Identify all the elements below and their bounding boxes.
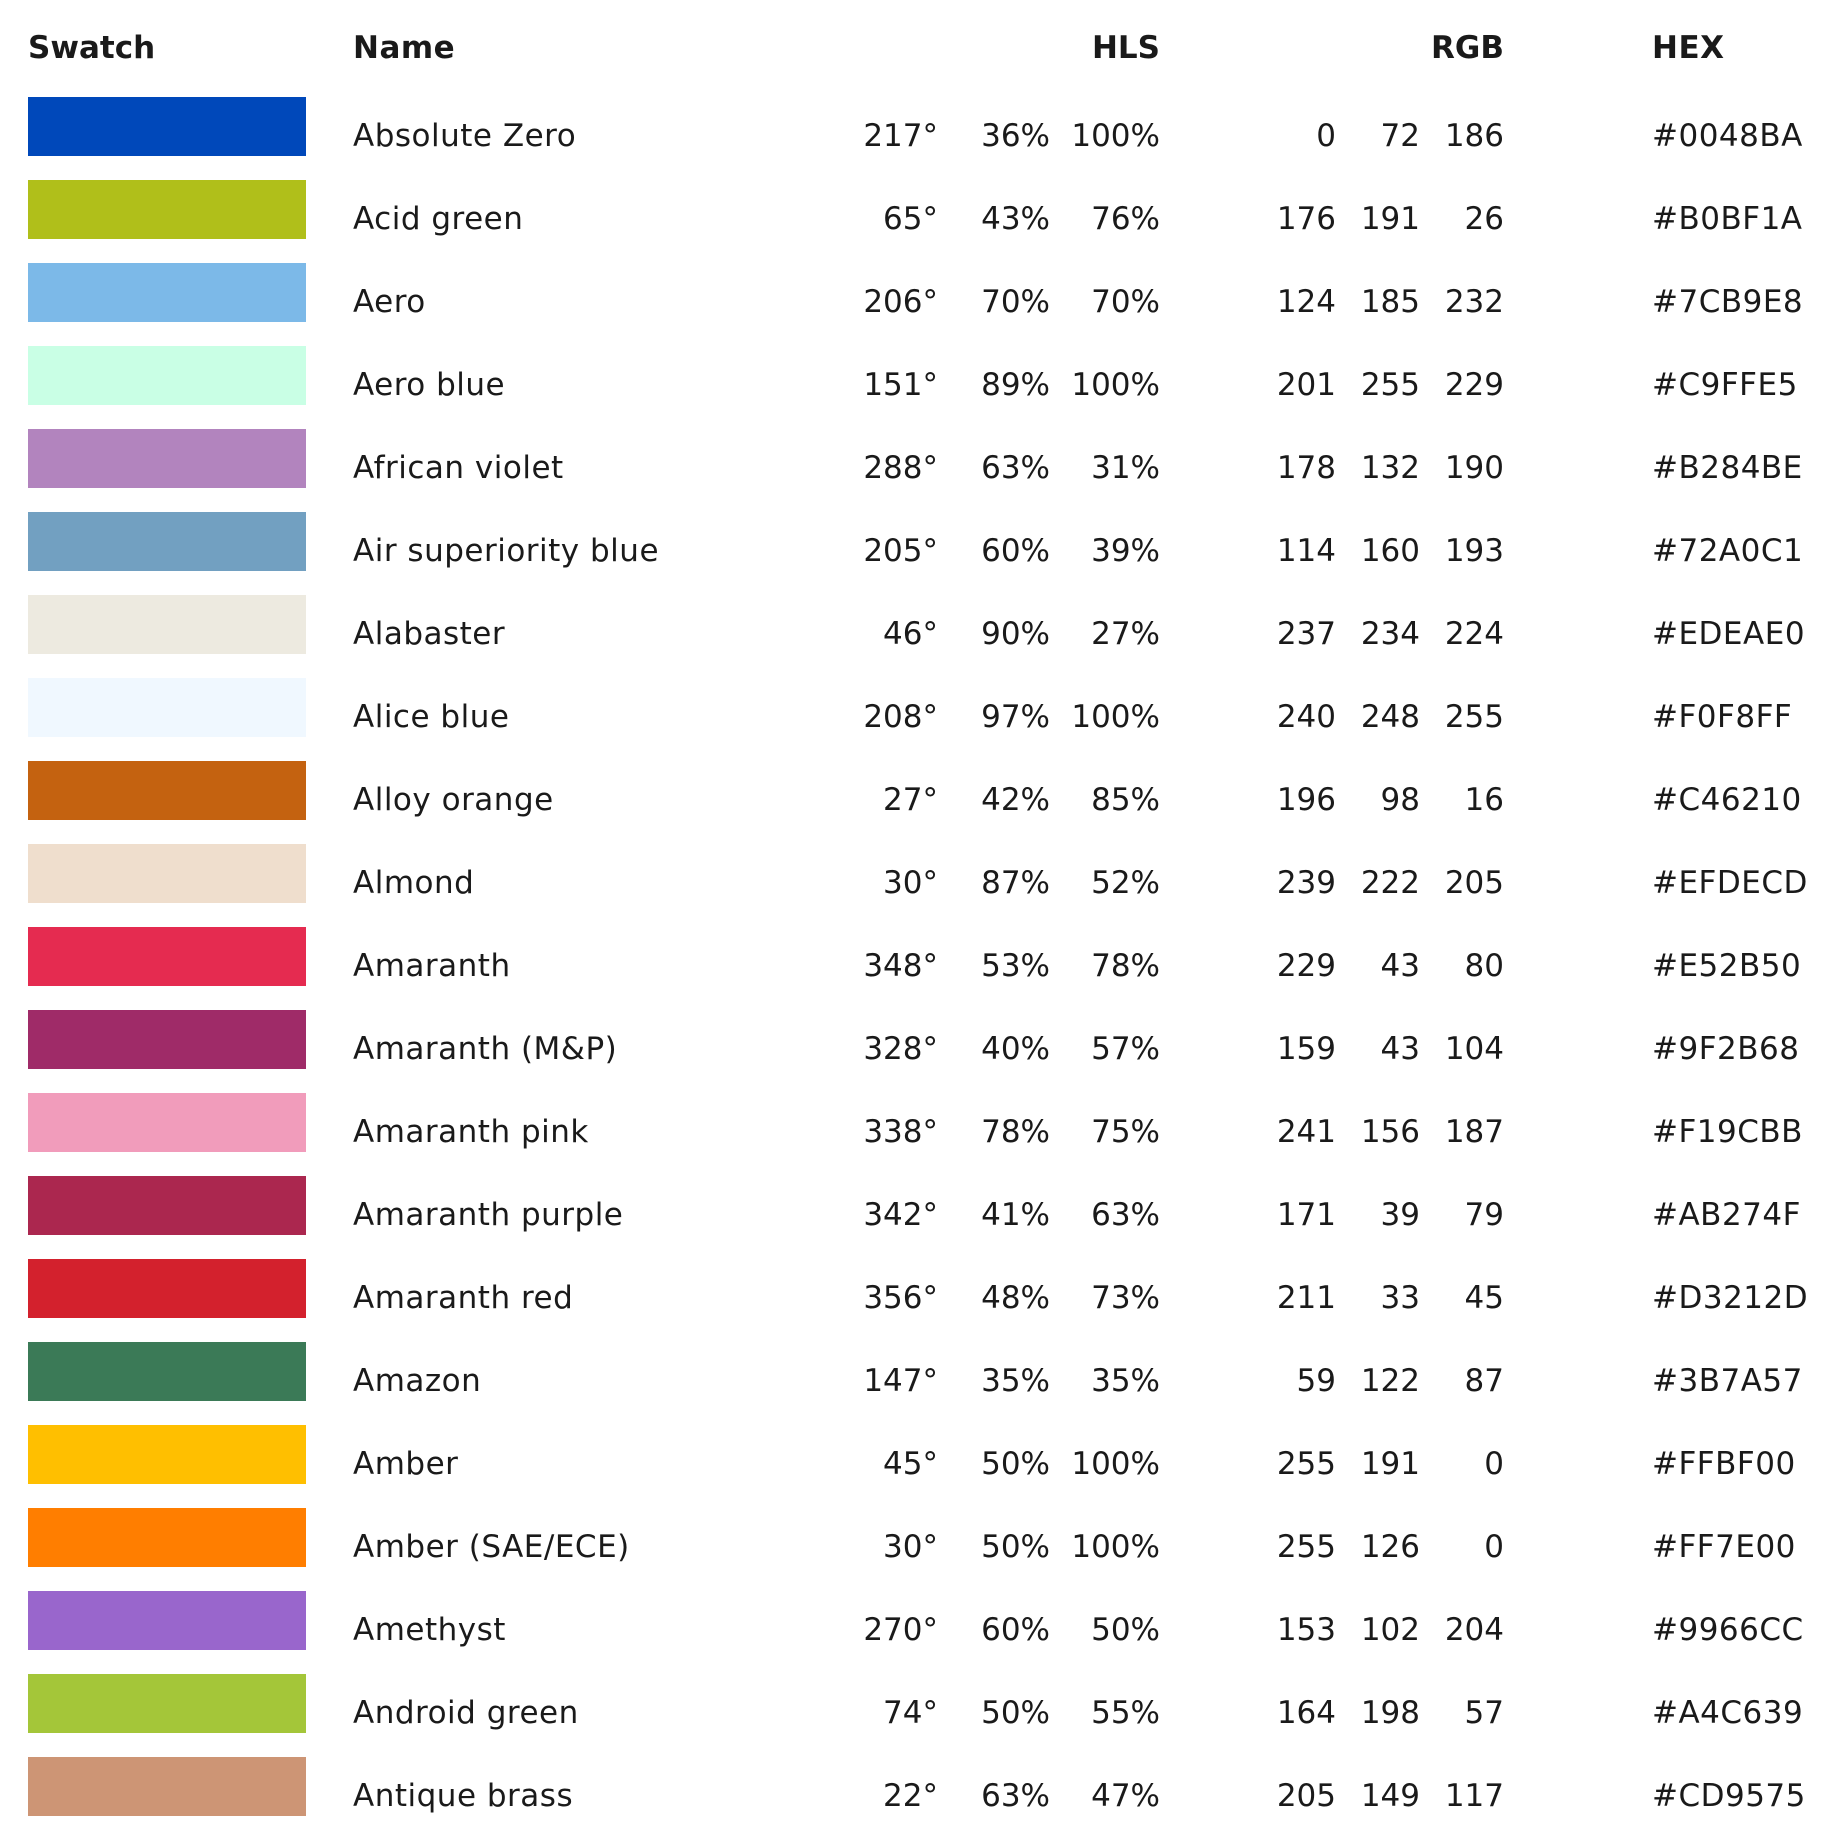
table-row <box>0 841 1824 924</box>
saturation-value: 78% <box>1091 948 1160 984</box>
table-row <box>0 1505 1824 1588</box>
color-swatch <box>28 1342 306 1401</box>
saturation-value: 52% <box>1091 865 1160 901</box>
color-swatch <box>28 512 306 571</box>
saturation-value: 35% <box>1091 1363 1160 1399</box>
hue-value: 348° <box>863 948 938 984</box>
table-row <box>0 592 1824 675</box>
header-hex: HEX <box>1652 30 1725 66</box>
red-value: 255 <box>1276 1446 1336 1482</box>
lightness-value: 89% <box>981 367 1050 403</box>
hex-value: #E52B50 <box>1652 948 1802 984</box>
green-value: 191 <box>1360 1446 1420 1482</box>
blue-value: 80 <box>1464 948 1504 984</box>
saturation-value: 100% <box>1071 118 1160 154</box>
green-value: 160 <box>1360 533 1420 569</box>
table-row <box>0 426 1824 509</box>
lightness-value: 87% <box>981 865 1050 901</box>
saturation-value: 63% <box>1091 1197 1160 1233</box>
green-value: 126 <box>1360 1529 1420 1565</box>
blue-value: 224 <box>1444 616 1504 652</box>
lightness-value: 40% <box>981 1031 1050 1067</box>
red-value: 124 <box>1276 284 1336 320</box>
color-swatch <box>28 1093 306 1152</box>
color-swatch <box>28 1259 306 1318</box>
hex-value: #A4C639 <box>1652 1695 1804 1731</box>
color-name: Amaranth red <box>353 1280 574 1316</box>
blue-value: 26 <box>1464 201 1504 237</box>
hue-value: 65° <box>883 201 938 237</box>
hex-value: #D3212D <box>1652 1280 1809 1316</box>
blue-value: 16 <box>1464 782 1504 818</box>
saturation-value: 100% <box>1071 1529 1160 1565</box>
red-value: 178 <box>1276 450 1336 486</box>
hue-value: 46° <box>883 616 938 652</box>
green-value: 98 <box>1380 782 1420 818</box>
color-name: Amaranth <box>353 948 511 984</box>
hex-value: #3B7A57 <box>1652 1363 1803 1399</box>
color-name: Acid green <box>353 201 524 237</box>
color-name: Amethyst <box>353 1612 506 1648</box>
lightness-value: 53% <box>981 948 1050 984</box>
table-row <box>0 1671 1824 1754</box>
table-row <box>0 177 1824 260</box>
red-value: 229 <box>1276 948 1336 984</box>
lightness-value: 60% <box>981 533 1050 569</box>
color-name: Air superiority blue <box>353 533 660 569</box>
red-value: 201 <box>1276 367 1336 403</box>
color-name: Alice blue <box>353 699 510 735</box>
lightness-value: 35% <box>981 1363 1050 1399</box>
color-name: Amaranth purple <box>353 1197 624 1233</box>
color-name: Android green <box>353 1695 579 1731</box>
blue-value: 104 <box>1444 1031 1504 1067</box>
color-swatch <box>28 1176 306 1235</box>
hue-value: 30° <box>883 865 938 901</box>
hex-value: #FFBF00 <box>1652 1446 1796 1482</box>
hue-value: 342° <box>863 1197 938 1233</box>
hue-value: 206° <box>863 284 938 320</box>
red-value: 114 <box>1276 533 1336 569</box>
hue-value: 151° <box>863 367 938 403</box>
table-header <box>0 0 1824 94</box>
table-body <box>0 94 1824 1837</box>
hue-value: 74° <box>883 1695 938 1731</box>
red-value: 196 <box>1276 782 1336 818</box>
color-name: Aero <box>353 284 426 320</box>
hue-value: 147° <box>863 1363 938 1399</box>
hex-value: #AB274F <box>1652 1197 1801 1233</box>
red-value: 59 <box>1296 1363 1336 1399</box>
hex-value: #9966CC <box>1652 1612 1804 1648</box>
green-value: 255 <box>1360 367 1420 403</box>
hex-value: #CD9575 <box>1652 1778 1806 1814</box>
red-value: 171 <box>1276 1197 1336 1233</box>
hex-value: #FF7E00 <box>1652 1529 1796 1565</box>
green-value: 33 <box>1380 1280 1420 1316</box>
hex-value: #0048BA <box>1652 118 1803 154</box>
color-name: Almond <box>353 865 475 901</box>
hex-value: #B0BF1A <box>1652 201 1803 237</box>
table-row <box>0 94 1824 177</box>
blue-value: 87 <box>1464 1363 1504 1399</box>
table-row <box>0 343 1824 426</box>
green-value: 156 <box>1360 1114 1420 1150</box>
color-name: Alabaster <box>353 616 506 652</box>
color-name: Aero blue <box>353 367 506 403</box>
color-name: Amazon <box>353 1363 482 1399</box>
blue-value: 0 <box>1484 1529 1504 1565</box>
red-value: 211 <box>1276 1280 1336 1316</box>
lightness-value: 36% <box>981 118 1050 154</box>
hue-value: 356° <box>863 1280 938 1316</box>
header-rgb: RGB <box>1431 30 1504 66</box>
table-row <box>0 924 1824 1007</box>
color-swatch <box>28 761 306 820</box>
hue-value: 328° <box>863 1031 938 1067</box>
green-value: 185 <box>1360 284 1420 320</box>
saturation-value: 57% <box>1091 1031 1160 1067</box>
blue-value: 205 <box>1444 865 1504 901</box>
color-name: Amaranth (M&P) <box>353 1031 618 1067</box>
lightness-value: 97% <box>981 699 1050 735</box>
saturation-value: 39% <box>1091 533 1160 569</box>
color-name: Alloy orange <box>353 782 554 818</box>
color-swatch <box>28 1674 306 1733</box>
lightness-value: 63% <box>981 450 1050 486</box>
lightness-value: 63% <box>981 1778 1050 1814</box>
color-swatch <box>28 595 306 654</box>
blue-value: 57 <box>1464 1695 1504 1731</box>
hex-value: #9F2B68 <box>1652 1031 1800 1067</box>
hue-value: 217° <box>863 118 938 154</box>
blue-value: 0 <box>1484 1446 1504 1482</box>
hue-value: 270° <box>863 1612 938 1648</box>
color-swatch <box>28 1425 306 1484</box>
color-swatch <box>28 1591 306 1650</box>
table-row <box>0 758 1824 841</box>
table-row <box>0 1007 1824 1090</box>
hex-value: #C9FFE5 <box>1652 367 1798 403</box>
saturation-value: 50% <box>1091 1612 1160 1648</box>
lightness-value: 50% <box>981 1695 1050 1731</box>
red-value: 239 <box>1276 865 1336 901</box>
saturation-value: 75% <box>1091 1114 1160 1150</box>
color-swatch <box>28 263 306 322</box>
saturation-value: 73% <box>1091 1280 1160 1316</box>
hex-value: #B284BE <box>1652 450 1803 486</box>
red-value: 240 <box>1276 699 1336 735</box>
red-value: 237 <box>1276 616 1336 652</box>
hex-value: #F0F8FF <box>1652 699 1793 735</box>
blue-value: 193 <box>1444 533 1504 569</box>
lightness-value: 78% <box>981 1114 1050 1150</box>
color-swatch <box>28 180 306 239</box>
hex-value: #C46210 <box>1652 782 1802 818</box>
saturation-value: 100% <box>1071 1446 1160 1482</box>
saturation-value: 100% <box>1071 367 1160 403</box>
lightness-value: 70% <box>981 284 1050 320</box>
saturation-value: 47% <box>1091 1778 1160 1814</box>
hue-value: 288° <box>863 450 938 486</box>
green-value: 191 <box>1360 201 1420 237</box>
hue-value: 27° <box>883 782 938 818</box>
red-value: 255 <box>1276 1529 1336 1565</box>
lightness-value: 90% <box>981 616 1050 652</box>
green-value: 248 <box>1360 699 1420 735</box>
color-swatch <box>28 346 306 405</box>
blue-value: 79 <box>1464 1197 1504 1233</box>
color-name: Absolute Zero <box>353 118 577 154</box>
saturation-value: 27% <box>1091 616 1160 652</box>
color-swatch <box>28 1010 306 1069</box>
green-value: 234 <box>1360 616 1420 652</box>
blue-value: 229 <box>1444 367 1504 403</box>
green-value: 72 <box>1380 118 1420 154</box>
table-row <box>0 509 1824 592</box>
green-value: 43 <box>1380 1031 1420 1067</box>
header-hls: HLS <box>1091 30 1160 66</box>
blue-value: 255 <box>1444 699 1504 735</box>
hue-value: 22° <box>883 1778 938 1814</box>
color-swatch <box>28 97 306 156</box>
lightness-value: 48% <box>981 1280 1050 1316</box>
lightness-value: 43% <box>981 201 1050 237</box>
color-swatch <box>28 1508 306 1567</box>
hue-value: 30° <box>883 1529 938 1565</box>
table-row <box>0 1339 1824 1422</box>
color-name: Amber <box>353 1446 459 1482</box>
hex-value: #F19CBB <box>1652 1114 1803 1150</box>
red-value: 241 <box>1276 1114 1336 1150</box>
hex-value: #EFDECD <box>1652 865 1808 901</box>
green-value: 198 <box>1360 1695 1420 1731</box>
hue-value: 45° <box>883 1446 938 1482</box>
red-value: 176 <box>1276 201 1336 237</box>
red-value: 153 <box>1276 1612 1336 1648</box>
red-value: 164 <box>1276 1695 1336 1731</box>
table-row <box>0 1256 1824 1339</box>
saturation-value: 100% <box>1071 699 1160 735</box>
red-value: 0 <box>1316 118 1336 154</box>
color-name: Antique brass <box>353 1778 574 1814</box>
green-value: 43 <box>1380 948 1420 984</box>
saturation-value: 55% <box>1091 1695 1160 1731</box>
blue-value: 190 <box>1444 450 1504 486</box>
header-swatch: Swatch <box>28 30 156 66</box>
hue-value: 208° <box>863 699 938 735</box>
saturation-value: 31% <box>1091 450 1160 486</box>
table-row <box>0 260 1824 343</box>
saturation-value: 70% <box>1091 284 1160 320</box>
hex-value: #7CB9E8 <box>1652 284 1804 320</box>
color-name: African violet <box>353 450 564 486</box>
blue-value: 187 <box>1444 1114 1504 1150</box>
color-name: Amaranth pink <box>353 1114 589 1150</box>
table-row <box>0 1422 1824 1505</box>
lightness-value: 50% <box>981 1446 1050 1482</box>
color-name: Amber (SAE/ECE) <box>353 1529 630 1565</box>
saturation-value: 85% <box>1091 782 1160 818</box>
hue-value: 205° <box>863 533 938 569</box>
green-value: 222 <box>1360 865 1420 901</box>
saturation-value: 76% <box>1091 201 1160 237</box>
blue-value: 232 <box>1444 284 1504 320</box>
table-row <box>0 1090 1824 1173</box>
header-name: Name <box>353 30 456 66</box>
lightness-value: 60% <box>981 1612 1050 1648</box>
table-row <box>0 675 1824 758</box>
table-row <box>0 1173 1824 1256</box>
hex-value: #72A0C1 <box>1652 533 1804 569</box>
red-value: 205 <box>1276 1778 1336 1814</box>
color-swatch <box>28 844 306 903</box>
color-swatch <box>28 1757 306 1816</box>
color-swatch <box>28 927 306 986</box>
hue-value: 338° <box>863 1114 938 1150</box>
hex-value: #EDEAE0 <box>1652 616 1806 652</box>
green-value: 132 <box>1360 450 1420 486</box>
green-value: 39 <box>1380 1197 1420 1233</box>
lightness-value: 41% <box>981 1197 1050 1233</box>
blue-value: 186 <box>1444 118 1504 154</box>
red-value: 159 <box>1276 1031 1336 1067</box>
table-row <box>0 1754 1824 1837</box>
table-row <box>0 1588 1824 1671</box>
lightness-value: 42% <box>981 782 1050 818</box>
blue-value: 117 <box>1444 1778 1504 1814</box>
green-value: 122 <box>1360 1363 1420 1399</box>
blue-value: 204 <box>1444 1612 1504 1648</box>
color-swatch <box>28 678 306 737</box>
green-value: 149 <box>1360 1778 1420 1814</box>
green-value: 102 <box>1360 1612 1420 1648</box>
color-swatch <box>28 429 306 488</box>
lightness-value: 50% <box>981 1529 1050 1565</box>
blue-value: 45 <box>1464 1280 1504 1316</box>
